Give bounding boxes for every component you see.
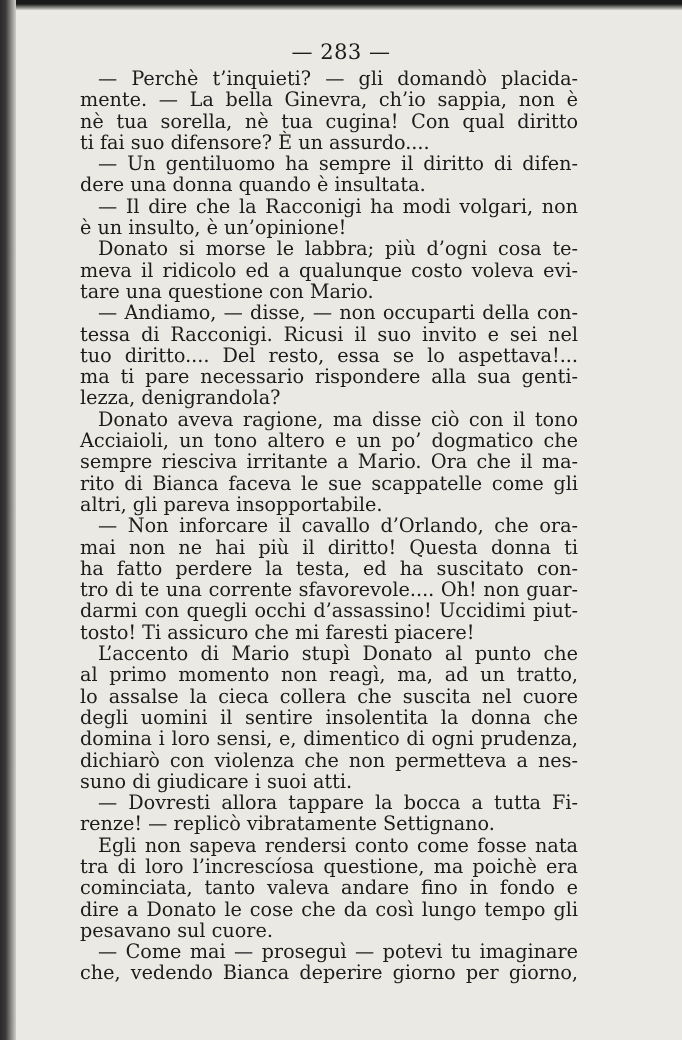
text-line: tosto! Ti assicuro che mi faresti piacere! <box>80 620 475 644</box>
text-line: darmi con quegli occhi d’assassino! Uccidimi piut- <box>80 599 578 623</box>
text-line: dere una donna quando è insultata. <box>80 173 426 197</box>
text-line: — Come mai — proseguì — potevi tu imaginare <box>98 940 578 964</box>
text-line: — Il dire che la Racconigi ha modi volgari, non <box>98 194 578 218</box>
body-text <box>80 68 578 984</box>
page-number: — 283 — <box>291 40 391 64</box>
text-line: nè tua sorella, nè tua cugina! Con qual diritto <box>80 109 578 133</box>
text-line: Egli non sapeva rendersi conto come fosse nata <box>98 833 578 857</box>
scan-edge-left <box>0 0 16 1040</box>
text-line: tessa di Racconigi. Ricusi il suo invito e sei nel <box>80 322 578 346</box>
text-line: ha fatto perdere la testa, ed ha suscitato con- <box>80 556 578 580</box>
text-line: pesavano sul cuore. <box>80 918 273 942</box>
text-line: Acciaioli, un tono altero e un po’ dogmatico che <box>80 429 578 453</box>
text-line: dichiarò con violenza che non permetteva a nes- <box>80 748 578 772</box>
text-line: suno di giudicare i suoi atti. <box>80 769 353 793</box>
text-line: degli uomini il sentire insolentita la donna che <box>80 705 578 729</box>
text-line: tro di te una corrente sfavorevole.... Oh! non guar- <box>80 578 578 602</box>
text-line: rito di Bianca faceva le sue scappatelle come gli <box>80 471 578 495</box>
text-line: — Andiamo, — disse, — non occuparti della con- <box>98 301 578 325</box>
text-line: — Un gentiluomo ha sempre il diritto di difen- <box>98 152 578 176</box>
text-line: ti fai suo difensore? È un assurdo.... <box>80 130 430 154</box>
text-line: è un insulto, è un’opinione! <box>80 216 347 240</box>
text-line: tare una questione con Mario. <box>80 279 374 303</box>
text-line: al primo momento non reagì, ma, ad un tratto, <box>80 663 578 687</box>
scan-edge-top <box>0 0 682 10</box>
text-line: ma ti pare necessario rispondere alla sua genti- <box>80 365 578 389</box>
text-line: cominciata, tanto valeva andare fino in fondo e <box>80 876 578 900</box>
text-line: — Dovresti allora tappare la bocca a tutta Fi- <box>98 791 578 815</box>
text-line: — Perchè t’inquieti? — gli domandò placida- <box>98 67 578 90</box>
text-line: dire a Donato le cose che da così lungo tempo gli <box>80 897 578 921</box>
text-line: L’accento di Mario stupì Donato al punto che <box>98 642 578 666</box>
text-line: lezza, denigrandola? <box>80 386 281 410</box>
text-line: Donato si morse le labbra; più d’ogni cosa te- <box>98 237 578 261</box>
text-line: meva il ridicolo ed a qualunque costo voleva evi- <box>80 258 578 282</box>
text-line: Donato aveva ragione, ma disse ciò con il tono <box>98 407 578 431</box>
text-line: mente. — La bella Ginevra, ch’io sappia, non è <box>80 88 578 112</box>
text-line: tuo diritto.... Del resto, essa se lo aspettava!... <box>80 343 578 367</box>
text-line: lo assalse la cieca collera che suscita nel cuore <box>80 684 578 708</box>
text-line: che, vedendo Bianca deperire giorno per giorno, <box>80 961 578 985</box>
text-line: tra di loro l’increscíosa questione, ma poichè era <box>80 854 578 878</box>
text-line: altri, gli pareva insopportabile. <box>80 492 383 516</box>
text-line: — Non inforcare il cavallo d’Orlando, che ora- <box>98 514 578 538</box>
text-line: renze! — replicò vibratamente Settignano. <box>80 812 495 836</box>
text-line: domina i loro sensi, e, dimentico di ogni prudenza, <box>80 727 578 751</box>
text-line: sempre riesciva irritante a Mario. Ora che il ma- <box>80 450 578 474</box>
text-line: mai non ne hai più il diritto! Questa donna ti <box>80 535 578 559</box>
